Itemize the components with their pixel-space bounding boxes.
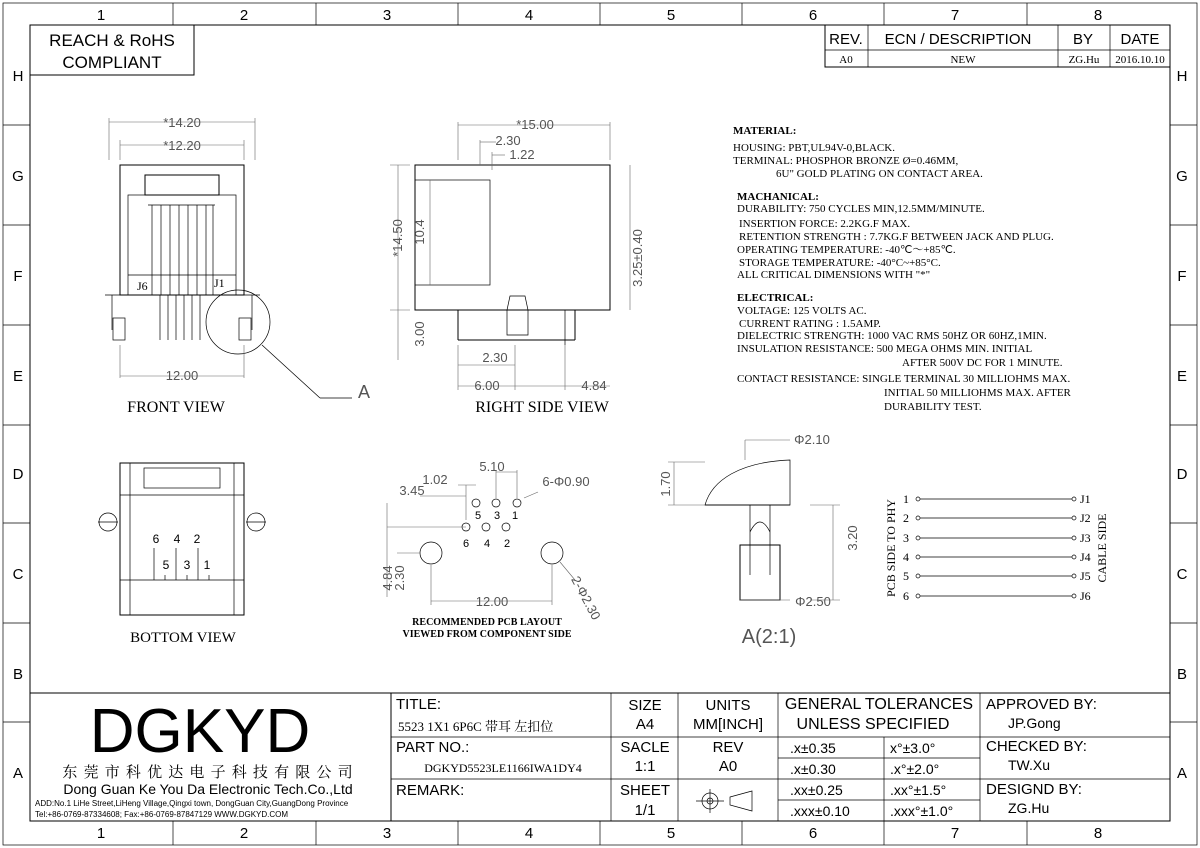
elec-line: CONTACT RESISTANCE: SINGLE TERMINAL 30 MILLIOHMS MAX. — [737, 373, 1071, 385]
bottom-pin-bottom: 5 — [162, 558, 170, 572]
side-dim-height1: *14.50 — [390, 219, 405, 257]
company-contact: Tel:+86-0769-87334608; Fax:+86-0769-87847129 WWW.DGKYD.COM — [35, 810, 289, 819]
side-dim-height2: 10.4 — [412, 219, 427, 245]
bottom-pin-top: 2 — [193, 532, 201, 546]
col-label: 2 — [239, 7, 249, 24]
front-view-label: FRONT VIEW — [127, 399, 225, 416]
wiring-right-pin: J3 — [1080, 531, 1091, 545]
bottom-pin-bottom: 3 — [183, 558, 191, 572]
compliance-box — [30, 25, 194, 75]
part-no-value: DGKYD5523LE1166IWA1DY4 — [424, 761, 582, 775]
wiring-left-pin: 6 — [903, 589, 909, 603]
date-value: 2016.10.10 — [1115, 54, 1165, 66]
right-view-label: RIGHT SIDE VIEW — [475, 399, 609, 416]
row-label: D — [1176, 466, 1188, 483]
mech-line: STORAGE TEMPERATURE: -40°C~+85°C. — [739, 257, 941, 269]
tolerance-value: .xxx°±1.0° — [890, 803, 954, 819]
pcb-pin-bottom: 2 — [503, 538, 511, 550]
front-j1: J1 — [214, 276, 225, 290]
mech-line: DURABILITY: 750 CYCLES MIN,12.5MM/MINUTE. — [737, 203, 985, 215]
elec-line: CURRENT RATING : 1.5AMP. — [739, 318, 881, 330]
pcb-dim-v1: 4.84 — [380, 565, 395, 591]
by-value: ZG.Hu — [1068, 54, 1100, 66]
front-dim-pitch: 12.00 — [165, 368, 199, 383]
tolerance-title-1: GENERAL TOLERANCES — [784, 696, 974, 713]
bottom-pin-top: 6 — [152, 532, 160, 546]
rev-block-value: A0 — [718, 758, 738, 775]
mech-line: OPERATING TEMPERATURE: -40℃～+85℃. — [737, 244, 956, 256]
elec-line: AFTER 500V DC FOR 1 MINUTE. — [902, 357, 1063, 369]
wiring-diagram — [884, 492, 1109, 603]
tolerance-title-2: UNLESS SPECIFIED — [796, 716, 950, 733]
side-dim-d2: 1.22 — [509, 147, 535, 162]
row-label: G — [12, 168, 24, 185]
rev-label: REV — [712, 739, 744, 756]
side-dim-height3: 3.25±0.40 — [630, 229, 645, 287]
col-label: 2 — [239, 825, 249, 842]
ecn-value: NEW — [950, 54, 976, 66]
units-value: MM[INCH] — [693, 716, 763, 733]
col-label: 3 — [382, 825, 392, 842]
pcb-pin-top: 5 — [474, 510, 482, 522]
size-value: A4 — [635, 716, 655, 733]
elec-line: INITIAL 50 MILLIOHMS MAX. AFTER — [884, 387, 1071, 399]
wiring-left-pin: 3 — [903, 531, 909, 545]
projection-symbol-icon — [696, 789, 752, 813]
title-block — [30, 693, 1170, 821]
wiring-right-pin: J6 — [1080, 589, 1091, 603]
front-dim-width2: *12.20 — [163, 138, 201, 153]
date-header: DATE — [1120, 31, 1160, 48]
sheet-label: SHEET — [619, 782, 671, 799]
row-label: H — [12, 68, 24, 85]
col-label: 4 — [524, 7, 534, 24]
company-address: ADD:No.1 LiHe Street,LiHeng Village,Qingxi town, DongGuan City,GuangDong Province — [35, 799, 349, 808]
scale-label: SACLE — [620, 739, 670, 756]
tolerance-value: .x°±2.0° — [890, 761, 940, 777]
detail-view-label: A(2:1) — [741, 626, 797, 648]
compliance-line2: COMPLIANT — [62, 53, 162, 72]
col-label: 7 — [950, 7, 960, 24]
approved-value: JP.Gong — [1008, 715, 1061, 731]
row-label: B — [12, 666, 24, 683]
checked-value: TW.Xu — [1008, 757, 1051, 773]
bottom-view-label: BOTTOM VIEW — [130, 630, 236, 646]
tolerance-value: .x±0.30 — [790, 761, 836, 777]
pcb-pin-top: 3 — [493, 510, 501, 522]
pcb-layout — [380, 459, 604, 640]
front-view — [105, 115, 370, 416]
row-label: C — [12, 566, 24, 583]
pcb-dim-c: 3.45 — [399, 483, 425, 498]
row-label: C — [1176, 566, 1188, 583]
compliance-line1: REACH & RoHS — [49, 31, 175, 50]
wiring-right-pin: J2 — [1080, 511, 1091, 525]
units-label: UNITS — [705, 697, 751, 714]
detail-a — [658, 432, 860, 648]
pcb-dim-a: 5.10 — [479, 459, 505, 474]
col-label: 1 — [96, 7, 106, 24]
row-label: E — [1176, 368, 1188, 385]
tolerance-value: x°±3.0° — [890, 740, 936, 756]
approved-label: APPROVED BY: — [986, 696, 1097, 713]
side-dim-b3: 4.84 — [581, 378, 607, 393]
side-dim-b2: 6.00 — [474, 378, 500, 393]
right-side-view — [390, 117, 645, 416]
detail-dim-h: 1.70 — [658, 471, 673, 497]
side-dim-d1: 2.30 — [495, 133, 521, 148]
side-dim-b1: 2.30 — [482, 350, 508, 365]
col-label: 5 — [666, 825, 676, 842]
wiring-right-label: CABLE SIDE — [1095, 513, 1109, 583]
col-label: 3 — [382, 7, 392, 24]
material-line: HOUSING: PBT,UL94V-0,BLACK. — [733, 142, 895, 154]
material-line: TERMINAL: PHOSPHOR BRONZE Ø=0.46MM, — [733, 155, 959, 167]
pcb-label-2: VIEWED FROM COMPONENT SIDE — [402, 629, 572, 640]
mechanical-title: MACHANICAL: — [737, 191, 819, 203]
wiring-left-pin: 1 — [903, 492, 909, 506]
pcb-dim-v2: 2.30 — [392, 565, 407, 591]
tolerance-value: .xx±0.25 — [790, 782, 843, 798]
row-label: E — [12, 368, 24, 385]
part-no-label: PART NO.: — [396, 739, 470, 756]
front-j6: J6 — [137, 279, 148, 293]
company-name-en: Dong Guan Ke You Da Electronic Tech.Co.,Ltd — [63, 781, 353, 797]
rev-value: A0 — [839, 54, 853, 66]
wiring-left-pin: 4 — [903, 550, 909, 564]
wiring-left-pin: 2 — [903, 511, 909, 525]
row-label: F — [1177, 268, 1187, 285]
row-label: D — [12, 466, 24, 483]
tolerance-value: .xx°±1.5° — [890, 782, 947, 798]
company-logo: DGKYD — [89, 697, 311, 766]
tolerance-value: .xxx±0.10 — [790, 803, 850, 819]
row-label: H — [1176, 68, 1188, 85]
checked-label: CHECKED BY: — [986, 738, 1087, 755]
col-label: 6 — [808, 7, 818, 24]
bottom-pin-top: 4 — [173, 532, 181, 546]
detail-dim-v: 3.20 — [845, 525, 860, 551]
side-dim-height4: 3.00 — [412, 321, 427, 347]
size-label: SIZE — [628, 697, 662, 714]
pcb-dim-big-holes: 2-Φ2.30 — [568, 573, 604, 623]
elec-line: INSULATION RESISTANCE: 500 MEGA OHMS MIN. INITIAL — [737, 343, 1033, 355]
wiring-right-pin: J1 — [1080, 492, 1091, 506]
wiring-left-pin: 5 — [903, 569, 909, 583]
col-label: 1 — [96, 825, 106, 842]
wiring-right-pin: J5 — [1080, 569, 1091, 583]
spec-notes — [733, 125, 1072, 413]
row-label: G — [1176, 168, 1188, 185]
by-header: BY — [1072, 31, 1094, 48]
wiring-right-pin: J4 — [1080, 550, 1091, 564]
col-label: 7 — [950, 825, 960, 842]
pcb-dim-b: 1.02 — [422, 472, 448, 487]
wiring-left-label: PCB SIDE TO PHY — [884, 499, 898, 597]
pcb-pin-top: 1 — [511, 510, 519, 522]
bottom-pin-bottom: 1 — [203, 558, 211, 572]
material-line: 6U" GOLD PLATING ON CONTACT AREA. — [776, 168, 983, 180]
col-label: 8 — [1093, 825, 1103, 842]
pcb-pin-bottom: 4 — [483, 538, 491, 550]
remark-label: REMARK: — [396, 782, 465, 799]
col-label: 8 — [1093, 7, 1103, 24]
bottom-view — [98, 463, 266, 646]
col-label: 4 — [524, 825, 534, 842]
detail-dim-d1: Φ2.10 — [794, 432, 830, 447]
rev-header: REV. — [829, 31, 863, 48]
pcb-pin-bottom: 6 — [462, 538, 470, 550]
detail-dim-d2: Φ2.50 — [795, 594, 831, 609]
elec-line: DIELECTRIC STRENGTH: 1000 VAC RMS 50HZ OR 60HZ,1MIN. — [737, 330, 1047, 342]
pcb-dim-holes: 6-Φ0.90 — [542, 474, 590, 489]
front-dim-width1: *14.20 — [163, 115, 201, 130]
elec-line: VOLTAGE: 125 VOLTS AC. — [737, 305, 867, 317]
company-name-cn: 东 莞 市 科 优 达 电 子 科 技 有 限 公 司 — [62, 764, 354, 781]
side-dim-width: *15.00 — [516, 117, 554, 132]
revision-table — [825, 25, 1170, 67]
detail-marker-a: A — [358, 382, 371, 402]
scale-value: 1:1 — [634, 758, 656, 775]
col-label: 5 — [666, 7, 676, 24]
material-title: MATERIAL: — [733, 125, 797, 137]
designed-label: DESIGND BY: — [986, 781, 1082, 798]
row-label: A — [1176, 765, 1188, 782]
title-value: 5523 1X1 6P6C 带耳 左扣位 — [398, 719, 554, 734]
pcb-dim-span: 12.00 — [475, 594, 509, 609]
tolerance-value: .x±0.35 — [790, 740, 836, 756]
row-label: B — [1176, 666, 1188, 683]
mech-line: ALL CRITICAL DIMENSIONS WITH "*" — [737, 269, 931, 281]
mech-line: INSERTION FORCE: 2.2KG.F MAX. — [739, 218, 911, 230]
sheet-value: 1/1 — [634, 802, 656, 819]
row-label: F — [13, 268, 23, 285]
designed-value: ZG.Hu — [1008, 800, 1050, 816]
pcb-label-1: RECOMMENDED PCB LAYOUT — [412, 617, 562, 628]
title-label: TITLE: — [396, 696, 442, 713]
row-label: A — [12, 765, 24, 782]
col-label: 6 — [808, 825, 818, 842]
mech-line: RETENTION STRENGTH : 7.7KG.F BETWEEN JACK AND PLUG. — [739, 231, 1054, 243]
ecn-header: ECN / DESCRIPTION — [884, 31, 1032, 48]
electrical-title: ELECTRICAL: — [737, 292, 814, 304]
elec-line: DURABILITY TEST. — [884, 401, 982, 413]
